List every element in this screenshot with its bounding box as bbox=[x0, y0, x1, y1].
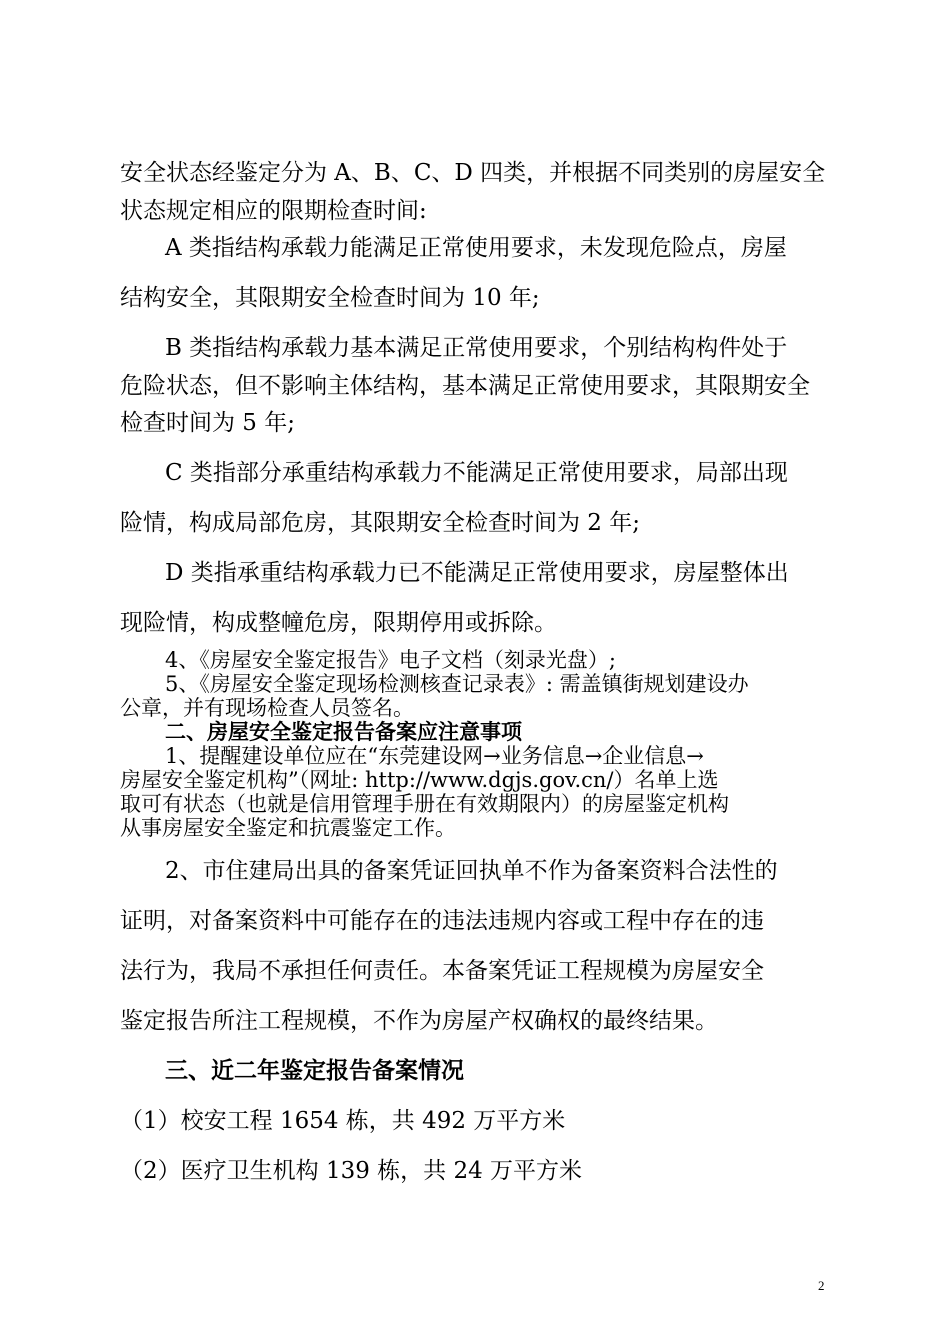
paragraph-line: 险情，构成局部危房，其限期安全检查时间为 2 年; bbox=[120, 510, 641, 536]
list-item-4: 4、《房屋安全鉴定报告》电子文档（刻录光盘）; bbox=[165, 648, 616, 672]
section-heading-2: 二、房屋安全鉴定报告备案应注意事项 bbox=[165, 719, 522, 744]
paragraph-line: 鉴定报告所注工程规模，不作为房屋产权确权的最终结果。 bbox=[120, 1008, 718, 1034]
paragraph-line: 结构安全，其限期安全检查时间为 10 年; bbox=[120, 285, 540, 311]
paragraph-line: B 类指结构承载力基本满足正常使用要求，个别结构构件处于 bbox=[165, 335, 788, 361]
section-heading-3: 三、近二年鉴定报告备案情况 bbox=[165, 1057, 464, 1084]
paragraph-line: D 类指承重结构承载力已不能满足正常使用要求，房屋整体出 bbox=[165, 560, 789, 586]
paragraph-line: 从事房屋安全鉴定和抗震鉴定工作。 bbox=[120, 816, 456, 840]
paragraph-line: 安全状态经鉴定分为 A、B、C、D 四类，并根据不同类别的房屋安全 bbox=[120, 160, 826, 186]
page-number: 2 bbox=[818, 1278, 825, 1293]
paragraph-line: 检查时间为 5 年; bbox=[120, 410, 296, 436]
list-item: （2）医疗卫生机构 139 栋，共 24 万平方米 bbox=[120, 1158, 583, 1184]
paragraph-line: 法行为，我局不承担任何责任。本备案凭证工程规模为房屋安全 bbox=[120, 958, 764, 984]
paragraph-line: 证明，对备案资料中可能存在的违法违规内容或工程中存在的违 bbox=[120, 908, 764, 934]
list-item-5: 5、《房屋安全鉴定现场检测核查记录表》: 需盖镇街规划建设办 bbox=[165, 672, 749, 696]
paragraph-line: 危险状态，但不影响主体结构，基本满足正常使用要求，其限期安全 bbox=[120, 373, 810, 399]
paragraph-line: 公章，并有现场检查人员签名。 bbox=[120, 696, 414, 720]
paragraph-line: 现险情，构成整幢危房，限期停用或拆除。 bbox=[120, 610, 557, 636]
list-item: （1）校安工程 1654 栋，共 492 万平方米 bbox=[120, 1108, 566, 1134]
paragraph-line: 取可有状态（也就是信用管理手册在有效期限内）的房屋鉴定机构 bbox=[120, 792, 729, 816]
paragraph-line: C 类指部分承重结构承载力不能满足正常使用要求，局部出现 bbox=[165, 460, 788, 486]
paragraph-line: 1、提醒建设单位应在“东莞建设网→业务信息→企业信息→ bbox=[165, 744, 704, 768]
paragraph-line: 状态规定相应的限期检查时间: bbox=[120, 198, 427, 224]
paragraph-line: 2、市住建局出具的备案凭证回执单不作为备案资料合法性的 bbox=[165, 858, 778, 884]
paragraph-line: 房屋安全鉴定机构”（网址: http://www.dgjs.gov.cn/）名单上选 bbox=[120, 768, 719, 792]
paragraph-line: A 类指结构承载力能满足正常使用要求，未发现危险点，房屋 bbox=[165, 235, 787, 261]
